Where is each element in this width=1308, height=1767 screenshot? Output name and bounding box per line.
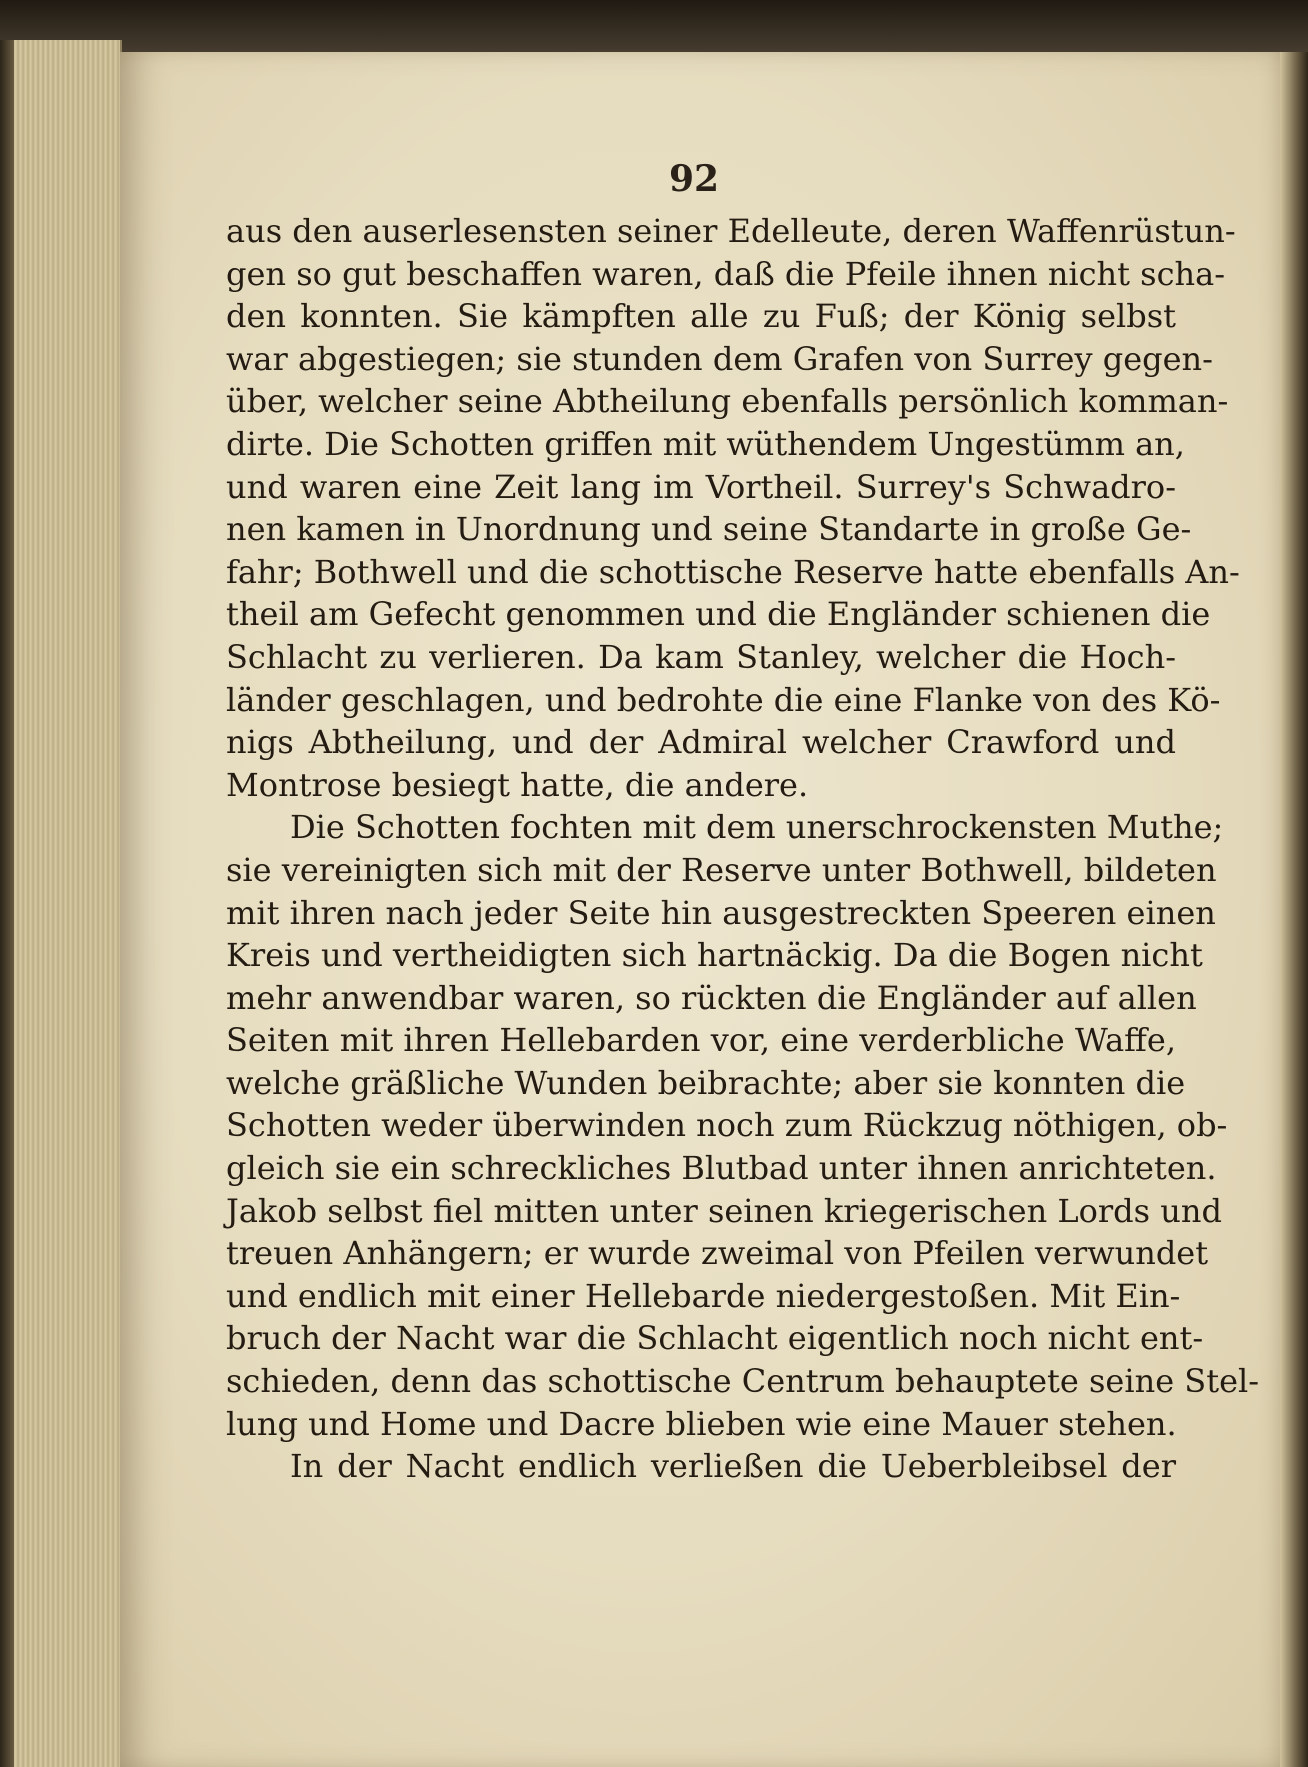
text-line: war abgestiegen; sie stunden dem Grafen von Surrey gegen- [226,339,1213,378]
text-line: Schotten weder überwinden noch zum Rückzug nöthigen, ob- [226,1106,1228,1145]
text-line: und endlich mit einer Hellebarde niedergestoßen. Mit Ein- [226,1276,1181,1315]
text-line: welche gräßliche Wunden beibrachte; aber sie konnten die [226,1063,1186,1102]
paragraph-end-line: lung und Home und Dacre blieben wie eine Mauer stehen. [226,1404,1177,1443]
paragraph-end-line: Montrose besiegt hatte, die andere. [226,765,809,804]
text-line: und waren eine Zeit lang im Vortheil. Surrey's Schwadro- [226,467,1176,506]
text-line: Kreis und vertheidigten sich hartnäckig. Da die Bogen nicht [226,936,1203,975]
text-line: theil am Gefecht genommen und die Engländer schienen die [226,595,1211,634]
text-line: über, welcher seine Abtheilung ebenfalls persönlich komman- [226,382,1229,421]
book-page-edges [0,40,122,1767]
paragraph-start-line: Die Schotten fochten mit dem unerschrockensten Muthe; [290,808,1224,847]
text-line: den konnten. Sie kämpften alle zu Fuß; der König selbst [226,297,1176,336]
book-top-edge [0,0,1308,58]
text-line: treuen Anhängern; er wurde zweimal von Pfeilen verwundet [226,1234,1209,1273]
text-line: mit ihren nach jeder Seite hin ausgestreckten Speeren einen [226,893,1216,932]
paragraph-start-line: In der Nacht endlich verließen die Ueberbleibsel der [290,1447,1176,1486]
text-line: aus den auserlesensten seiner Edelleute, deren Waffenrüstun- [226,212,1236,250]
text-line: dirte. Die Schotten griffen mit wüthendem Ungestümm an, [226,424,1185,463]
text-line: schieden, denn das schottische Centrum behauptete seine Stel- [226,1362,1260,1401]
text-line: Seiten mit ihren Hellebarden vor, eine verderbliche Waffe, [226,1021,1176,1060]
text-line: Schlacht zu verlieren. Da kam Stanley, welcher die Hoch- [226,637,1176,676]
text-line: sie vereinigten sich mit der Reserve unter Bothwell, bildeten [226,850,1217,889]
text-line: gleich sie ein schreckliches Blutbad unter ihnen anrichteten. [226,1149,1217,1188]
book-right-edge [1280,52,1308,1767]
text-line: bruch der Nacht war die Schlacht eigentlich noch nicht ent- [226,1319,1204,1358]
text-line: nigs Abtheilung, und der Admiral welcher Crawford und [226,723,1176,762]
text-line: gen so gut beschaffen waren, daß die Pfeile ihnen nicht scha- [226,254,1225,293]
text-line: nen kamen in Unordnung und seine Standarte in große Ge- [226,510,1192,549]
page-number: 92 [668,158,720,200]
text-line: fahr; Bothwell und die schottische Reserve hatte ebenfalls An- [226,552,1240,591]
text-line: Jakob selbst fiel mitten unter seinen kriegerischen Lords und [226,1191,1222,1230]
text-line: mehr anwendbar waren, so rückten die Engländer auf allen [226,978,1197,1017]
text-line: länder geschlagen, und bedrohte die eine Flanke von des Kö- [226,680,1221,719]
body-text [226,210,1260,1488]
